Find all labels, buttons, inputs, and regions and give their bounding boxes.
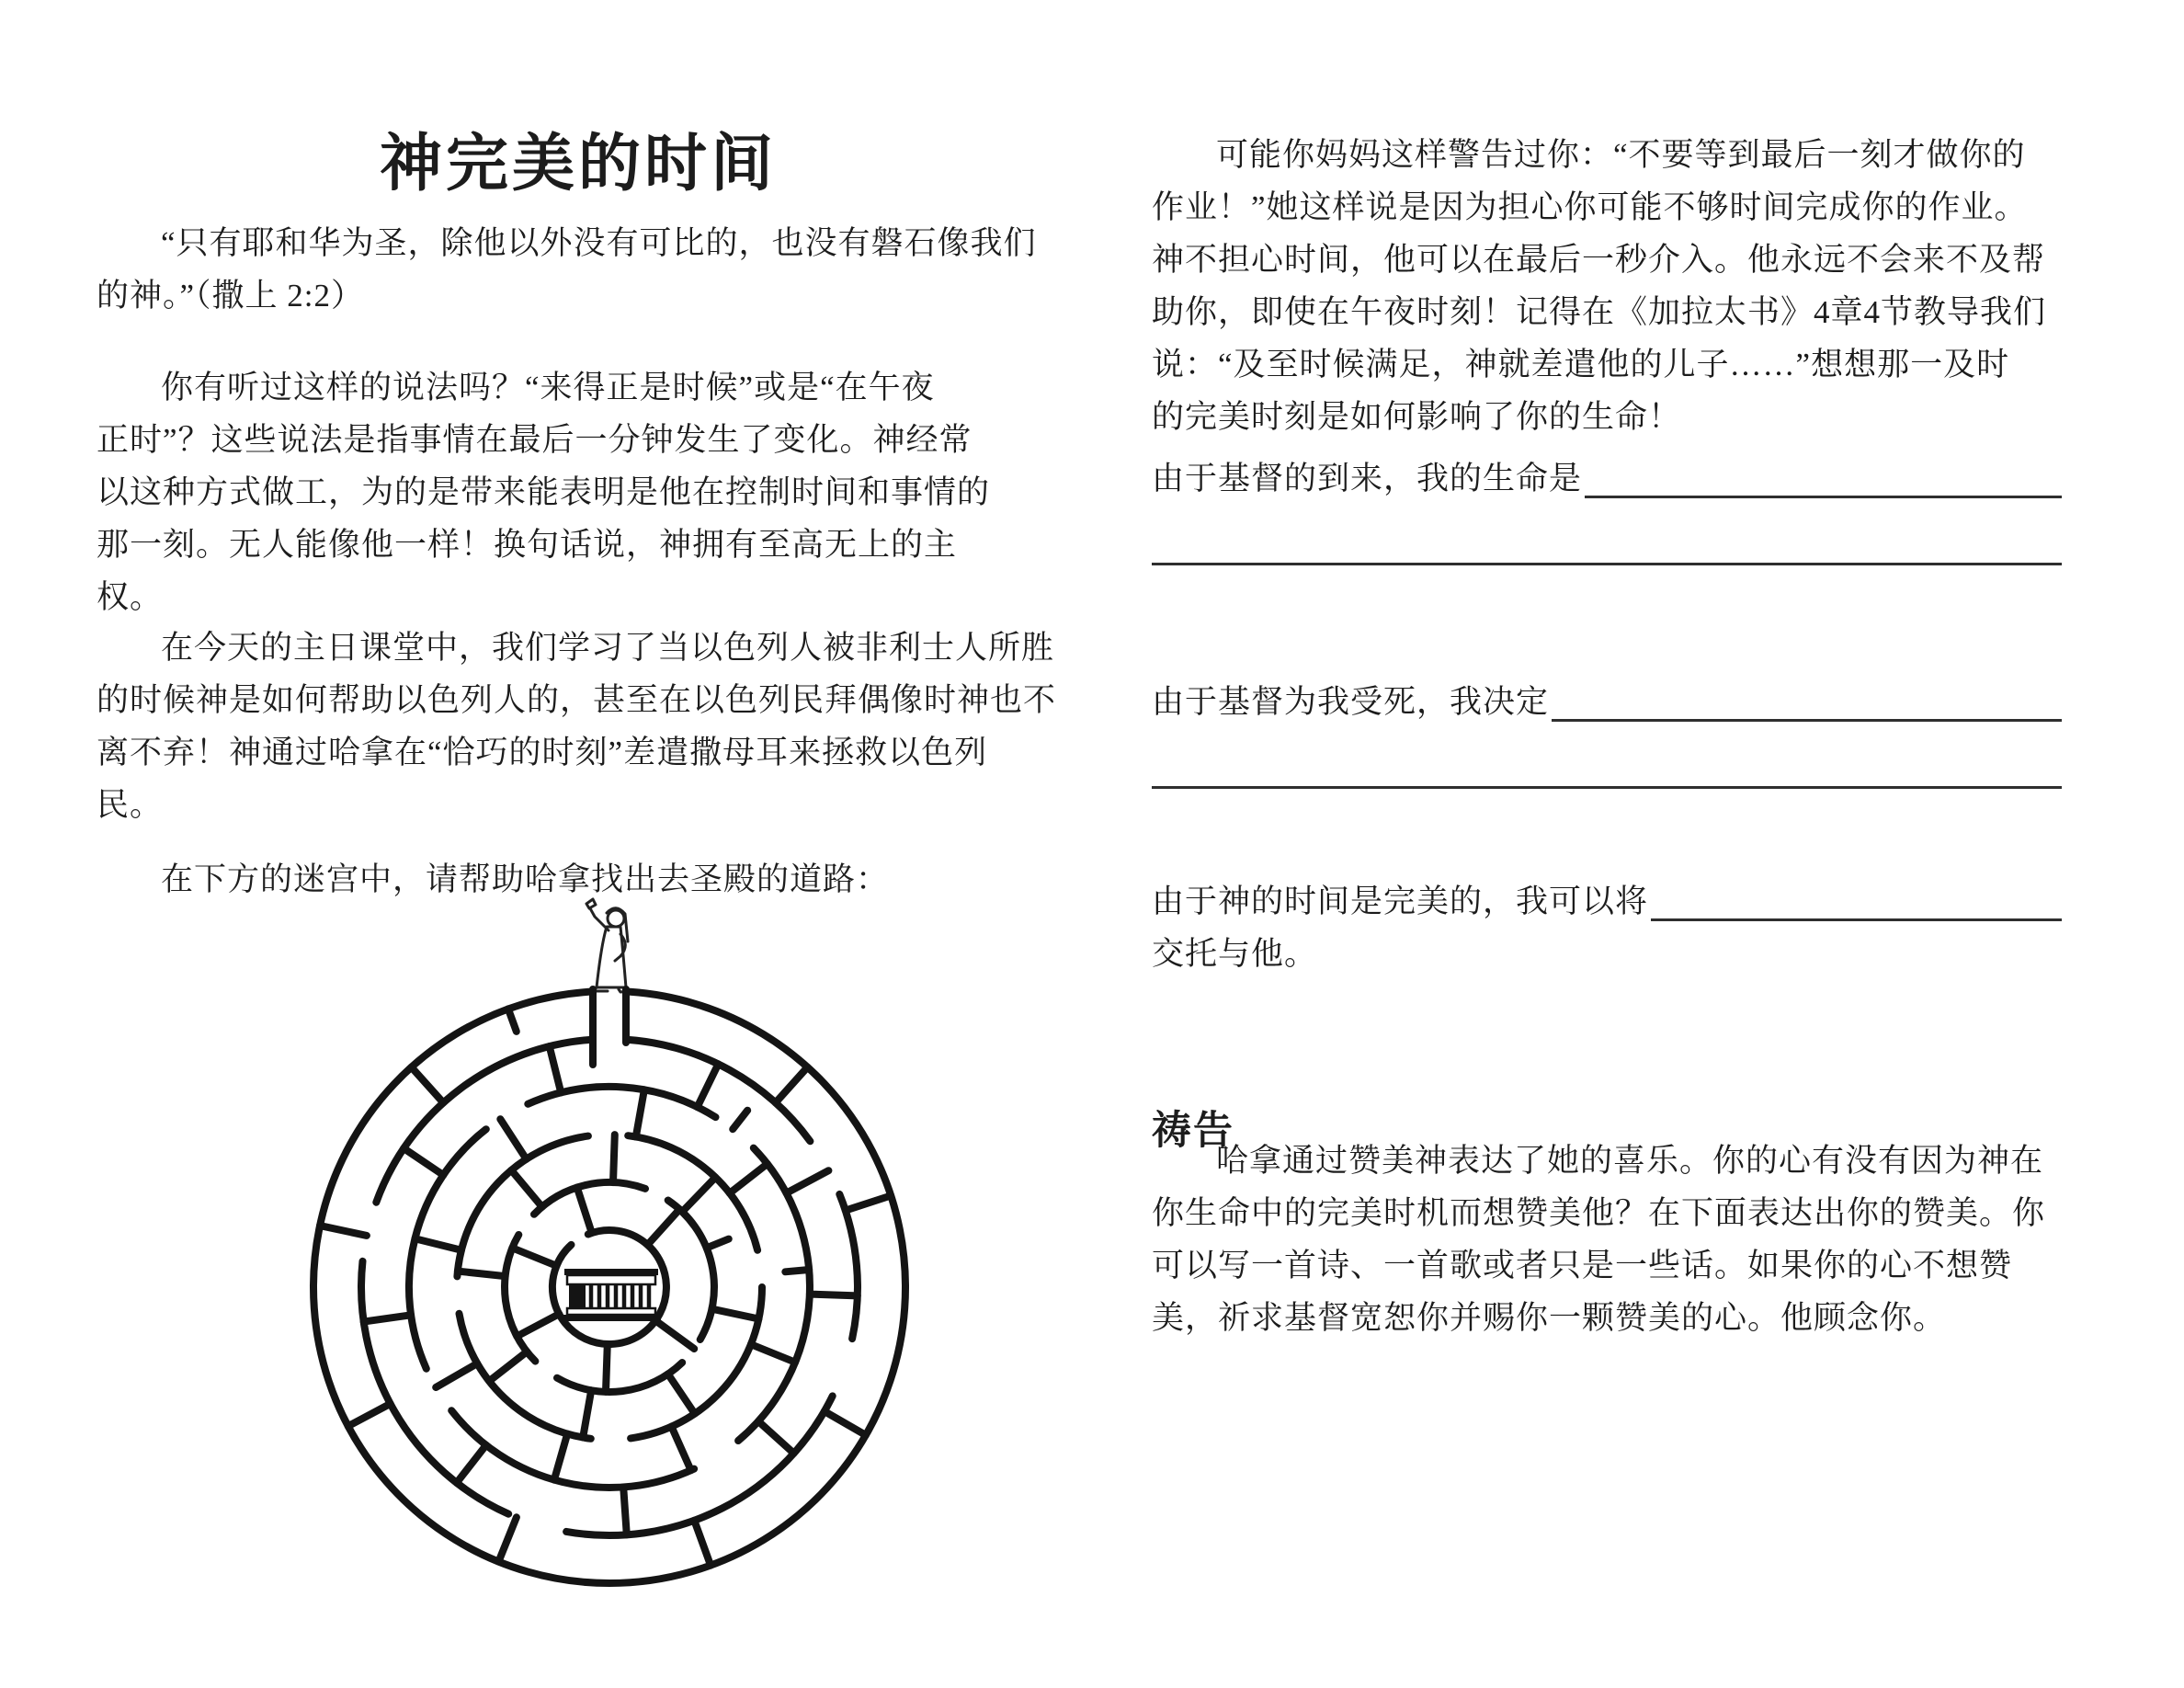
text-line: 离不弃！神通过哈拿在“恰巧的时刻”差遣撒母耳来拯救以色列 [97,735,988,770]
text-line: 哈拿通过赞美神表达了她的喜乐。你的心有没有因为神在 [1216,1143,2044,1179]
fill-in-row-2 [1152,676,2062,728]
text-line: 民。 [97,787,164,823]
page-title: 神完美的时间 [379,128,777,199]
text-line: 可以写一首诗、一首歌或者只是一些话。如果你的心不想赞 [1152,1248,2013,1283]
fill-in-3-prompt: 由于神的时间是完美的，我可以将 [1152,884,1649,919]
text-line: 正时”？这些说法是指事情在最后一分钟发生了变化。神经常 [97,422,973,458]
text-line: 助你，即使在午夜时刻！记得在《加拉太书》4章4节教导我们 [1152,294,2047,330]
text-line: 权。 [97,579,164,615]
text-line: 你生命中的完美时机而想赞美他？在下面表达出你的赞美。你 [1152,1195,2046,1231]
text-line: “只有耶和华为圣，除他以外没有可比的，也没有磐石像我们 [161,225,1037,261]
application-paragraph [1152,129,2071,443]
fill-in-3-blank[interactable] [1651,875,2062,921]
text-line: 你有听过这样的说法吗？“来得正是时候”或是“在午夜 [161,370,935,405]
hannah-figure [586,899,630,992]
text-line: 的时候神是如何帮助以色列人的，甚至在以色列民拜偶像时神也不 [97,682,1057,718]
fill-in-2-extra-line[interactable] [1152,786,2062,789]
text-line: 可能你妈妈这样警告过你：“不要等到最后一刻才做你的 [1216,137,2026,173]
text-line: 美，祈求基督宽恕你并赐你一颗赞美的心。他顾念你。 [1152,1300,1947,1336]
text-line: 作业！”她这样说是因为担心你可能不够时间完成你的作业。 [1152,189,2028,225]
fill-in-row-1 [1152,452,2062,505]
scripture-quote-paragraph [97,217,1071,322]
fill-in-row-3 [1152,875,2062,980]
fill-in-2-blank[interactable] [1552,676,2062,722]
maze-graphic[interactable] [279,878,940,1604]
fill-in-1-blank[interactable] [1585,452,2062,498]
lesson-paragraph [97,622,1071,831]
text-line: 的神。”（撒上 2:2） [97,278,365,314]
fill-in-3-suffix: 交托与他。 [1152,936,1318,972]
temple-icon [562,1269,661,1321]
text-line: 神不担心时间，他可以在最后一秒介入。他永远不会来不及帮 [1152,242,2046,278]
text-line: 说：“及至时候满足，神就差遣他的儿子……”想想那一及时 [1152,347,2010,382]
text-line: 以这种方式做工，为的是带来能表明是他在控制时间和事情的 [97,474,991,510]
maze-caption: 在下方的迷宫中，请帮助哈拿找出去圣殿的道路： [161,861,890,897]
prayer-paragraph [1152,1135,2071,1344]
intro-paragraph [97,361,1071,623]
fill-in-2-prompt: 由于基督为我受死，我决定 [1152,684,1550,720]
text-line: 那一刻。无人能像他一样！换句话说，神拥有至高无上的主 [97,527,958,563]
fill-in-1-prompt: 由于基督的到来，我的生命是 [1152,461,1583,496]
prayer-heading: 祷告 [1152,1109,1234,1153]
fill-in-1-extra-line[interactable] [1152,563,2062,565]
text-line: 的完美时刻是如何影响了你的生命！ [1152,399,1682,435]
text-line: 在今天的主日课堂中，我们学习了当以色列人被非利士人所胜 [161,630,1055,666]
